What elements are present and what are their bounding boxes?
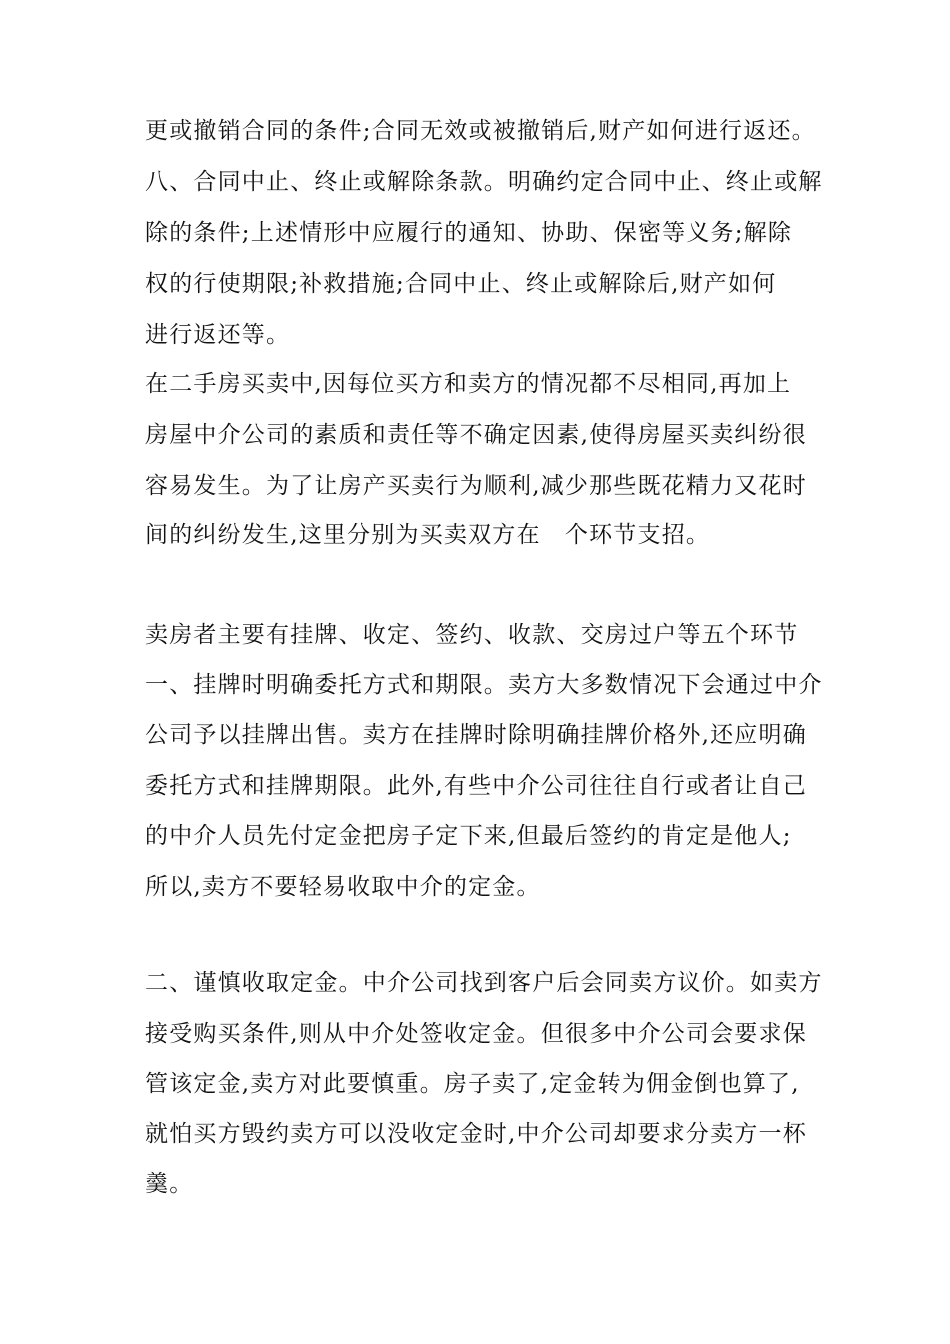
- text-line: 卖房者主要有挂牌、收定、签约、收款、交房过户等五个环节: [145, 622, 799, 648]
- text-line: 房屋中介公司的素质和责任等不确定因素,使得房屋买卖纠纷很: [145, 422, 807, 448]
- text-line: 公司予以挂牌出售。卖方在挂牌时除明确挂牌价格外,还应明确: [145, 722, 807, 748]
- text-line: 间的纠纷发生,这里分别为买卖双方在 个环节支招。: [145, 522, 711, 548]
- text-line: 接受购买条件,则从中介处签收定金。但很多中介公司会要求保: [145, 1021, 807, 1047]
- text-line: 权的行使期限;补救措施;合同中止、终止或解除后,财产如何: [145, 271, 777, 297]
- text-line: 的中介人员先付定金把房子定下来,但最后签约的肯定是他人;: [145, 823, 792, 849]
- text-line: 容易发生。为了让房产买卖行为顺利,减少那些既花精力又花时: [145, 473, 807, 499]
- text-line: 羹。: [145, 1171, 194, 1197]
- text-line: 八、合同中止、终止或解除条款。明确约定合同中止、终止或解: [145, 169, 823, 195]
- text-line: 进行返还等。: [145, 322, 291, 348]
- text-line: 除的条件;上述情形中应履行的通知、协助、保密等义务;解除: [145, 220, 793, 246]
- text-line: 二、谨慎收取定金。中介公司找到客户后会同卖方议价。如卖方: [145, 970, 823, 996]
- text-line: 在二手房买卖中,因每位买方和卖方的情况都不尽相同,再加上: [145, 371, 792, 397]
- text-line: 更或撤销合同的条件;合同无效或被撤销后,财产如何进行返还。: [145, 118, 816, 144]
- text-line: 委托方式和挂牌期限。此外,有些中介公司往往自行或者让自己: [145, 773, 807, 799]
- text-line: 所以,卖方不要轻易收取中介的定金。: [145, 874, 541, 900]
- text-line: 管该定金,卖方对此要慎重。房子卖了,定金转为佣金倒也算了,: [145, 1071, 800, 1097]
- text-line: 就怕买方毁约卖方可以没收定金时,中介公司却要求分卖方一杯: [145, 1121, 807, 1147]
- text-line: 一、挂牌时明确委托方式和期限。卖方大多数情况下会通过中介: [145, 672, 823, 698]
